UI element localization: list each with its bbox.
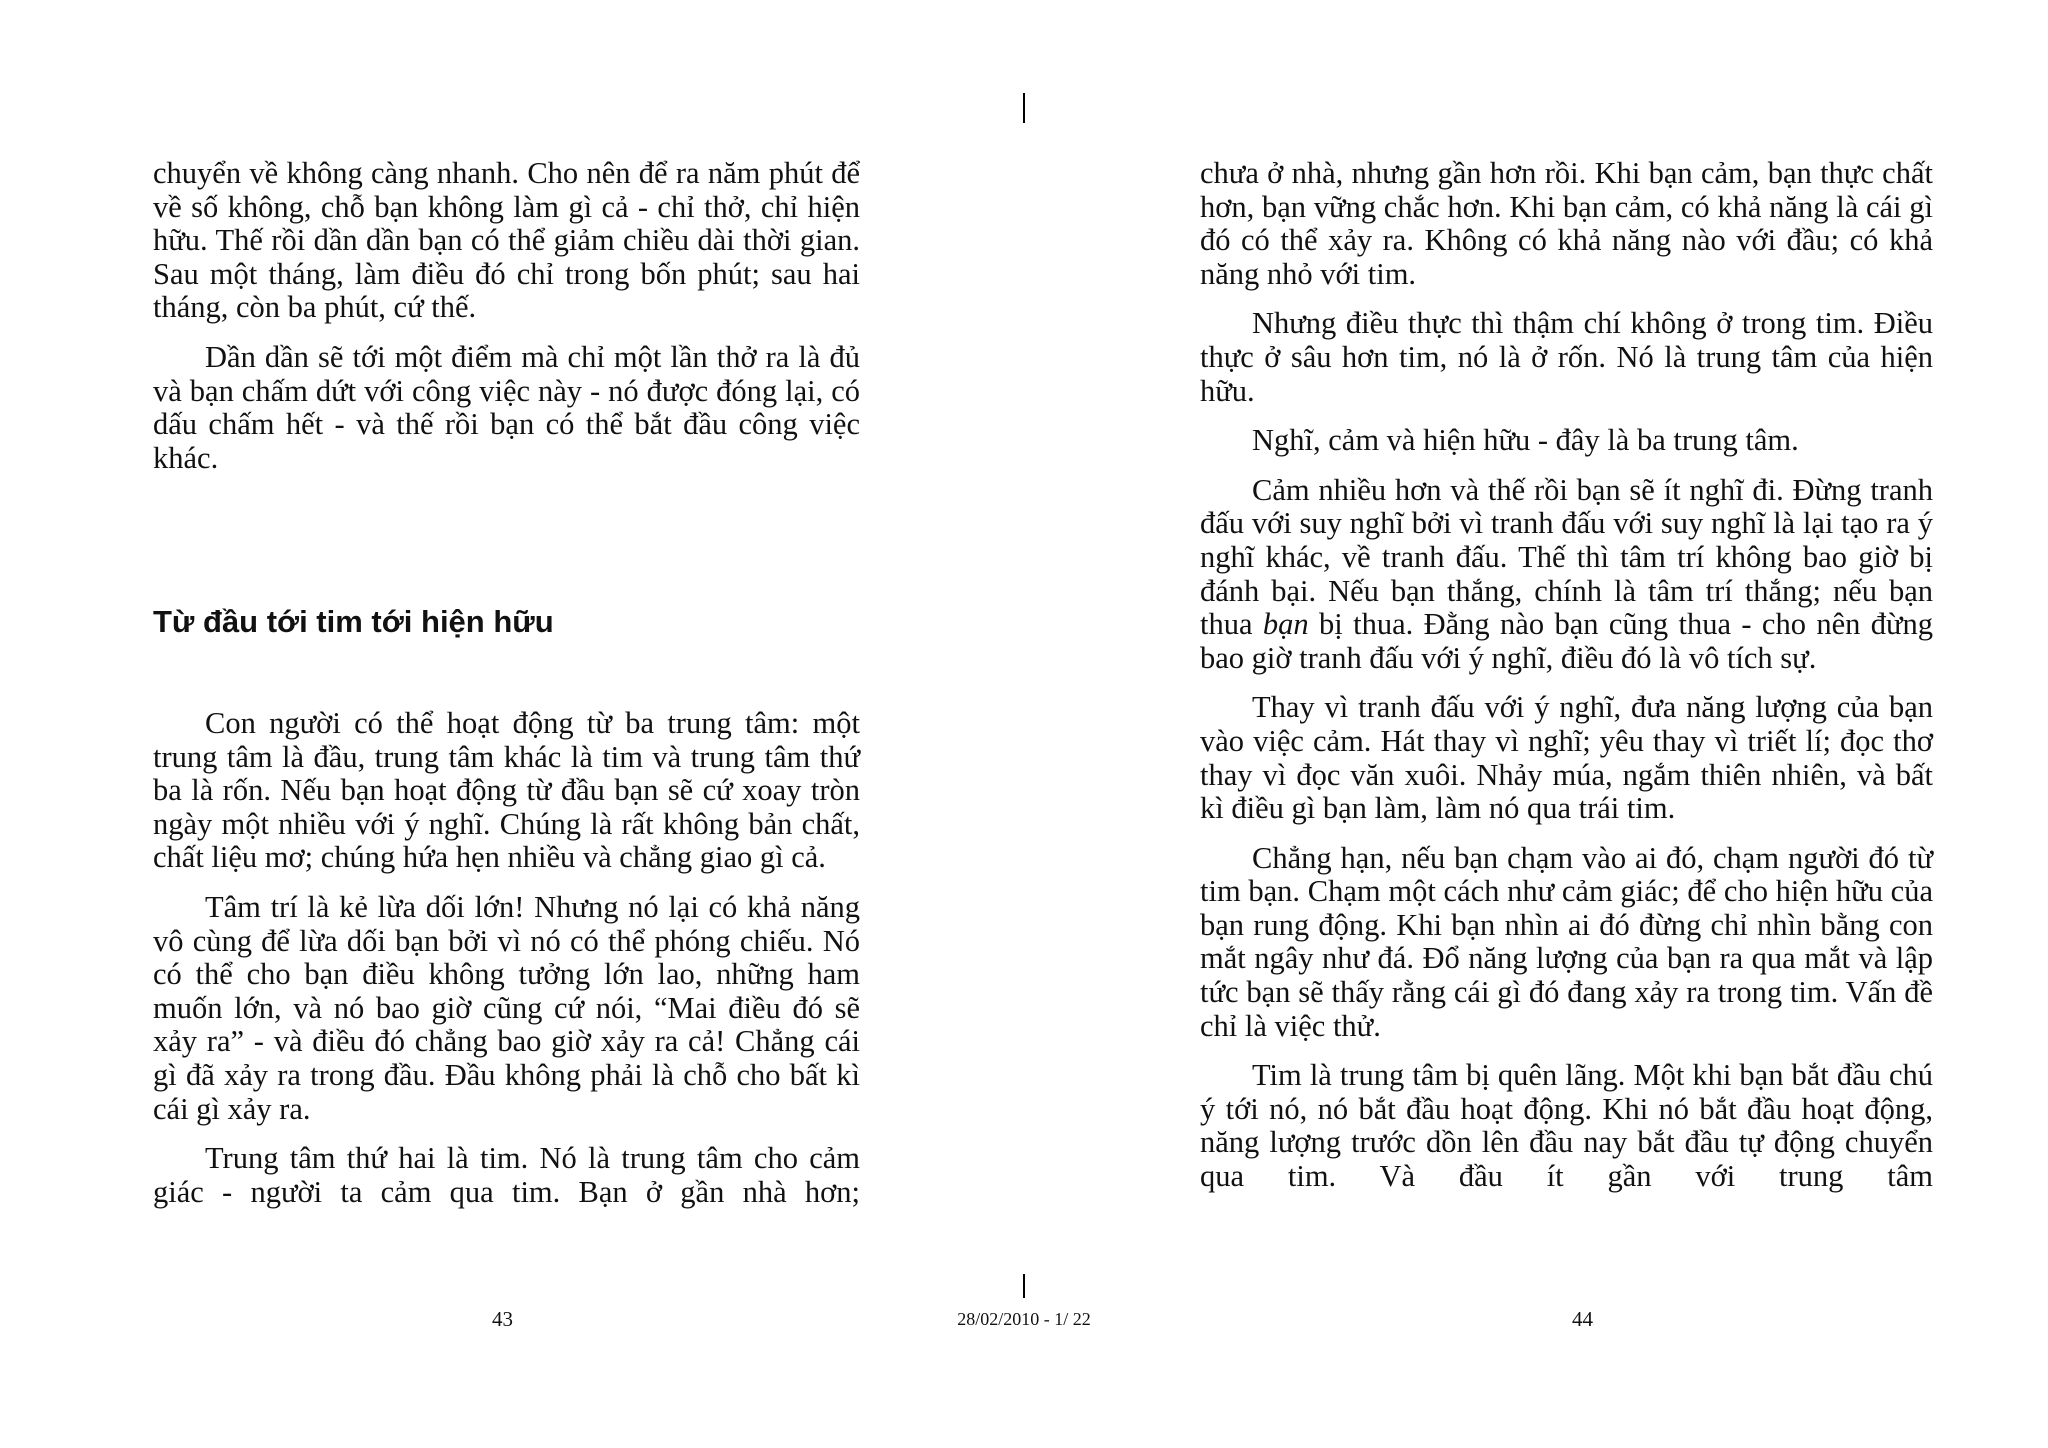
paragraph: Con người có thể hoạt động từ ba trung tâm: một trung tâm là đầu, trung tâm khác là tim và trung tâm thứ ba là rốn. Nếu bạn hoạt động từ đầu bạn sẽ cứ xoay tròn ngày một nhiều với ý nghĩ. Chúng là rất không bản chất, chất liệu mơ; chúng hứa hẹn nhiều và chẳng giao gì cả. [153, 706, 860, 875]
paragraph: Chẳng hạn, nếu bạn chạm vào ai đó, chạm người đó từ tim bạn. Chạm một cách như cảm giác; để cho hiện hữu của bạn rung động. Khi bạn nhìn ai đó đừng chỉ nhìn bằng con mắt ngây như đá. Đổ năng lượng của bạn ra qua mắt và lập tức bạn sẽ thấy rằng cái gì đó đang xảy ra trong tim. Vấn đề chỉ là việc thử. [1200, 840, 1933, 1043]
right-page-text [1200, 157, 1933, 1210]
page-number-left: 43 [492, 1307, 513, 1331]
paragraph: Tim là trung tâm bị quên lãng. Một khi bạn bắt đầu chú ý tới nó, nó bắt đầu hoạt động. Khi nó bắt đầu hoạt động, năng lượng trước dồn lên đầu nay bắt đầu tự động chuyển qua tim. Và đầu ít gần với trung tâm [1200, 1058, 1933, 1194]
paragraph: Trung tâm thứ hai là tim. Nó là trung tâm cho cảm giác - người ta cảm qua tim. Bạn ở gần nhà hơn; [153, 1141, 860, 1209]
page-number-right: 44 [1572, 1307, 1593, 1331]
right-page [1024, 0, 2048, 1448]
paragraph: Thay vì tranh đấu với ý nghĩ, đưa năng lượng của bạn vào việc cảm. Hát thay vì nghĩ; yêu thay vì triết lí; đọc thơ thay vì đọc văn xuôi. Nhảy múa, ngắm thiên nhiên, và bất kì điều gì bạn làm, làm nó qua trái tim. [1200, 690, 1933, 826]
italic-word: bạn [1262, 607, 1309, 642]
paragraph [1200, 474, 1933, 676]
text-run: bị thua. Đằng nào bạn cũng thua - cho nên đừng bao giờ tranh đấu với ý nghĩ, điều đó là vô tích sự. [1200, 607, 1934, 675]
text-run: Cảm nhiều hơn và thế rồi bạn sẽ ít nghĩ đi. Đừng tranh đấu với suy nghĩ bởi vì tranh đấu với suy nghĩ là lại tạo ra ý nghĩ khác, về tranh đấu. Thế thì tâm trí không bao giờ bị đánh bại. Nếu bạn thắng, chính là tâm trí thắng; nếu bạn thua [1200, 472, 1933, 642]
paragraph: chưa ở nhà, nhưng gần hơn rồi. Khi bạn cảm, bạn thực chất hơn, bạn vững chắc hơn. Khi bạn cảm, có khả năng là cái gì đó có thể xảy ra. Không có khả năng nào với đầu; có khả năng nhỏ với tim. [1200, 156, 1933, 291]
paragraph: chuyển về không càng nhanh. Cho nên để ra năm phút để về số không, chỗ bạn không làm gì cả - chỉ thở, chỉ hiện hữu. Thế rồi dần dần bạn có thể giảm chiều dài thời gian. Sau một tháng, làm điều đó chỉ trong bốn phút; sau hai tháng, còn ba phút, cứ thế. [153, 156, 860, 325]
left-page-text-top [153, 157, 860, 491]
paragraph: Nhưng điều thực thì thậm chí không ở trong tim. Điều thực ở sâu hơn tim, nó là ở rốn. Nó là trung tâm của hiện hữu. [1200, 306, 1933, 408]
print-date-footer: 28/02/2010 - 1/ 22 [957, 1309, 1091, 1329]
paragraph: Nghĩ, cảm và hiện hữu - đây là ba trung tâm. [1252, 423, 1799, 458]
section-heading: Từ đầu tới tim tới hiện hữu [153, 604, 554, 639]
paragraph: Tâm trí là kẻ lừa dối lớn! Nhưng nó lại có khả năng vô cùng để lừa dối bạn bởi vì nó có thể phóng chiếu. Nó có thể cho bạn điều không tưởng lớn lao, những ham muốn lớn, và nó bao giờ cũng cứ nói, “Mai điều đó sẽ xảy ra” - và điều đó chẳng bao giờ xảy ra cả! Chẳng cái gì đã xảy ra trong đầu. Đầu không phải là chỗ cho bất kì cái gì xảy ra. [153, 889, 860, 1126]
left-page-text-bottom [153, 707, 860, 1225]
paragraph: Dần dần sẽ tới một điểm mà chỉ một lần thở ra là đủ và bạn chấm dứt với công việc này - nó được đóng lại, có dấu chấm hết - và thế rồi bạn có thể bắt đầu công việc khác. [153, 339, 860, 475]
